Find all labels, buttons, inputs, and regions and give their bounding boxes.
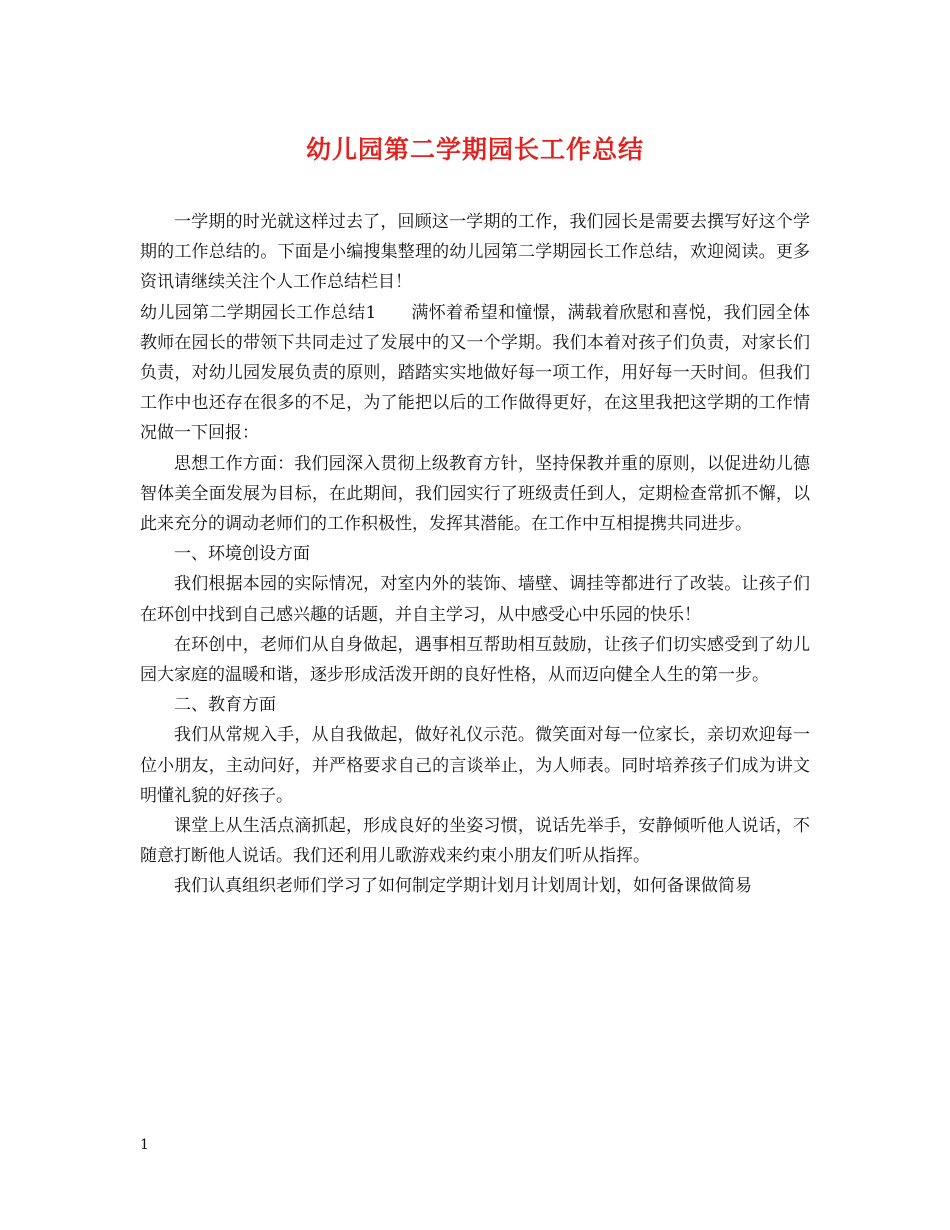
- page-number: 1: [140, 1137, 149, 1153]
- document-body: [140, 207, 810, 902]
- paragraph: 在环创中，老师们从自身做起，遇事相互帮助相互鼓励，让孩子们切实感受到了幼儿园大家庭的温暖和谐，逐步形成活泼开朗的良好性格，从而迈向健全人生的第一步。: [140, 634, 810, 686]
- document-title: 幼儿园第二学期园长工作总结: [305, 135, 644, 164]
- paragraph: 幼儿园第二学期园长工作总结1 满怀着希望和憧憬，满载着欣慰和喜悦，我们园全体教师在园长的带领下共同走过了发展中的又一个学期。我们本着对孩子们负责，对家长们负责，对幼儿园发展负责的原则，踏踏实实地做好每一项工作，用好每一天时间。但我们工作中也还存在很多的不足，为了能把以后的工作做得更好，在这里我把这学期的工作情况做一下回报：: [140, 302, 810, 444]
- paragraph: 一学期的时光就这样过去了，回顾这一学期的工作，我们园长是需要去撰写好这个学期的工作总结的。下面是小编搜集整理的幼儿园第二学期园长工作总结，欢迎阅读。更多资讯请继续关注个人工作总结栏目！: [140, 212, 810, 293]
- paragraph: 二、教育方面: [174, 695, 276, 716]
- paragraph: 我们从常规入手，从自我做起，做好礼仪示范。微笑面对每一位家长，亲切欢迎每一位小朋友，主动问好，并严格要求自己的言谈举止，为人师表。同时培养孩子们成为讲文明懂礼貌的好孩子。: [140, 725, 810, 806]
- paragraph: 思想工作方面：我们园深入贯彻上级教育方针，坚持保教并重的原则，以促进幼儿德智体美全面发展为目标，在此期间，我们园实行了班级责任到人，定期检查常抓不懈，以此来充分的调动老师们的工作积极性，发挥其潜能。在工作中互相提携共同进步。: [140, 453, 810, 535]
- paragraph: 课堂上从生活点滴抓起，形成良好的坐姿习惯，说话先举手，安静倾听他人说话，不随意打断他人说话。我们还利用儿歌游戏来约束小朋友们听从指挥。: [140, 816, 810, 867]
- paragraph: 我们根据本园的实际情况，对室内外的装饰、墙壁、调挂等都进行了改装。让孩子们在环创中找到自己感兴趣的话题，并自主学习，从中感受心中乐园的快乐！: [140, 574, 810, 625]
- paragraph: 我们认真组织老师们学习了如何制定学期计划月计划周计划，如何备课做简易: [174, 876, 752, 897]
- paragraph: 一、环境创设方面: [174, 544, 310, 565]
